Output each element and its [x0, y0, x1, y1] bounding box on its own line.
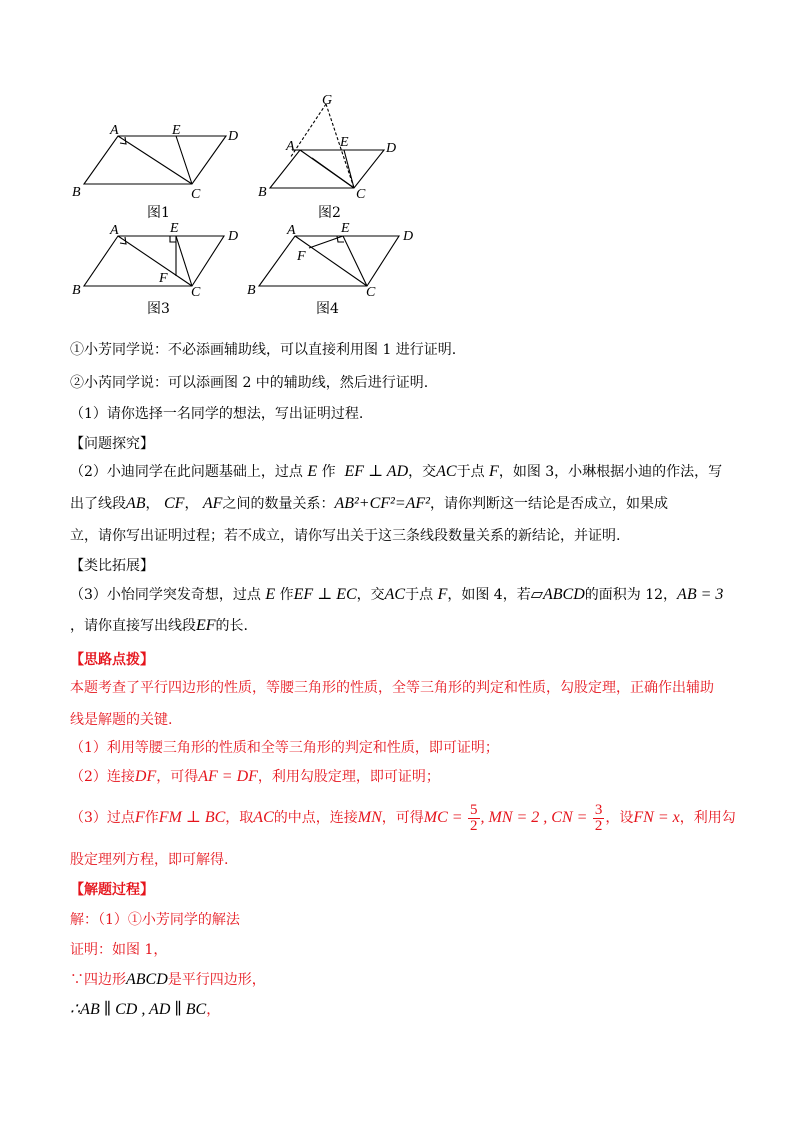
figure-4-caption: 图4: [316, 301, 339, 317]
figure-1-caption: 图1: [147, 205, 170, 221]
svg-text:C: C: [191, 187, 201, 200]
hint-2: 线是解题的关键.: [70, 712, 173, 728]
figure-4: [245, 220, 425, 304]
svg-text:E: E: [172, 123, 181, 138]
fraction-five-halves: $\frac{5}{2}$: [470, 801, 478, 834]
question-3-line-2: ，请你直接写出线段EF的长.: [70, 617, 248, 634]
svg-text:B: B: [247, 283, 256, 298]
heading-hint: 【思路点拨】: [70, 652, 154, 668]
solution-4: ∴AB ∥ CD , AD ∥ BC，: [70, 1001, 221, 1018]
svg-text:D: D: [228, 229, 239, 244]
svg-text:E: E: [170, 221, 179, 236]
question-2-line-1: （2）小迪同学在此问题基础上，过点 E 作 EF ⊥ AD，交AC于点 F，如图 3，小琳根据小迪的作法，写: [70, 463, 723, 480]
svg-text:F: F: [297, 249, 306, 264]
svg-text:A: A: [110, 123, 119, 138]
svg-text:A: A: [287, 223, 296, 238]
heading-solution: 【解题过程】: [70, 882, 154, 898]
question-2-line-3: 立，请你写出证明过程；若不成立，请你写出关于这三条线段数量关系的新结论，并证明.: [70, 528, 621, 544]
svg-text:B: B: [72, 283, 81, 298]
svg-text:A: A: [110, 223, 119, 238]
question-2-line-2: 出了线段AB， CF， AF之间的数量关系：AB²+CF²=AF²，请你判断这一结论是否成立，如果成: [70, 495, 668, 512]
svg-text:C: C: [356, 187, 366, 200]
statement-1: ①小芳同学说：不必添画辅助线，可以直接利用图 1 进行证明.: [70, 342, 457, 358]
hint-3: （1）利用等腰三角形的性质和全等三角形的判定和性质，即可证明；: [70, 740, 499, 756]
solution-1: 解：（1）①小芳同学的解法: [70, 912, 240, 928]
statement-2: ②小芮同学说：可以添画图 2 中的辅助线，然后进行证明.: [70, 375, 429, 391]
figure-3-caption: 图3: [147, 301, 170, 317]
svg-text:C: C: [366, 285, 376, 300]
figure-3: [70, 220, 250, 304]
svg-text:A: A: [286, 139, 295, 154]
hint-1: 本题考查了平行四边形的性质，等腰三角形的性质，全等三角形的判定和性质，勾股定理，正确作出辅助: [70, 680, 714, 696]
svg-text:D: D: [228, 129, 239, 144]
hint-6: 股定理列方程，即可解得.: [70, 852, 229, 868]
svg-text:F: F: [159, 271, 168, 286]
figure-2-caption: 图2: [318, 205, 341, 221]
svg-text:E: E: [340, 135, 349, 150]
fraction-three-halves: $\frac{3}{2}$: [594, 801, 603, 834]
solution-2: 证明：如图 1，: [70, 942, 168, 958]
svg-text:G: G: [322, 93, 333, 108]
heading-explore: 【问题探究】: [70, 436, 154, 452]
svg-text:D: D: [386, 141, 397, 156]
heading-extend: 【类比拓展】: [70, 558, 154, 574]
hint-5: （3）过点F作FM ⊥ BC，取AC的中点，连接MN，可得MC = $\frac{5}{2}$ , MN = 2 , CN = $\frac{3}{2}$ ，设FN = x，利用勾: [70, 801, 736, 834]
figure-1: [70, 118, 250, 204]
question-1: （1）请你选择一名同学的想法，写出证明过程.: [70, 406, 364, 422]
svg-text:B: B: [258, 185, 267, 200]
question-3-line-1: （3）小怡同学突发奇想，过点 E 作EF ⊥ EC，交AC于点 F，如图 4，若▱ABCD的面积为 12，AB = 3: [70, 586, 724, 603]
svg-text:E: E: [341, 221, 350, 236]
svg-text:B: B: [72, 185, 81, 200]
solution-3: ∵四边形ABCD是平行四边形，: [70, 971, 266, 988]
figure-2: [252, 92, 422, 204]
svg-text:C: C: [191, 285, 201, 300]
svg-text:D: D: [403, 229, 414, 244]
hint-4: （2）连接DF，可得AF = DF，利用勾股定理，即可证明；: [70, 768, 440, 785]
